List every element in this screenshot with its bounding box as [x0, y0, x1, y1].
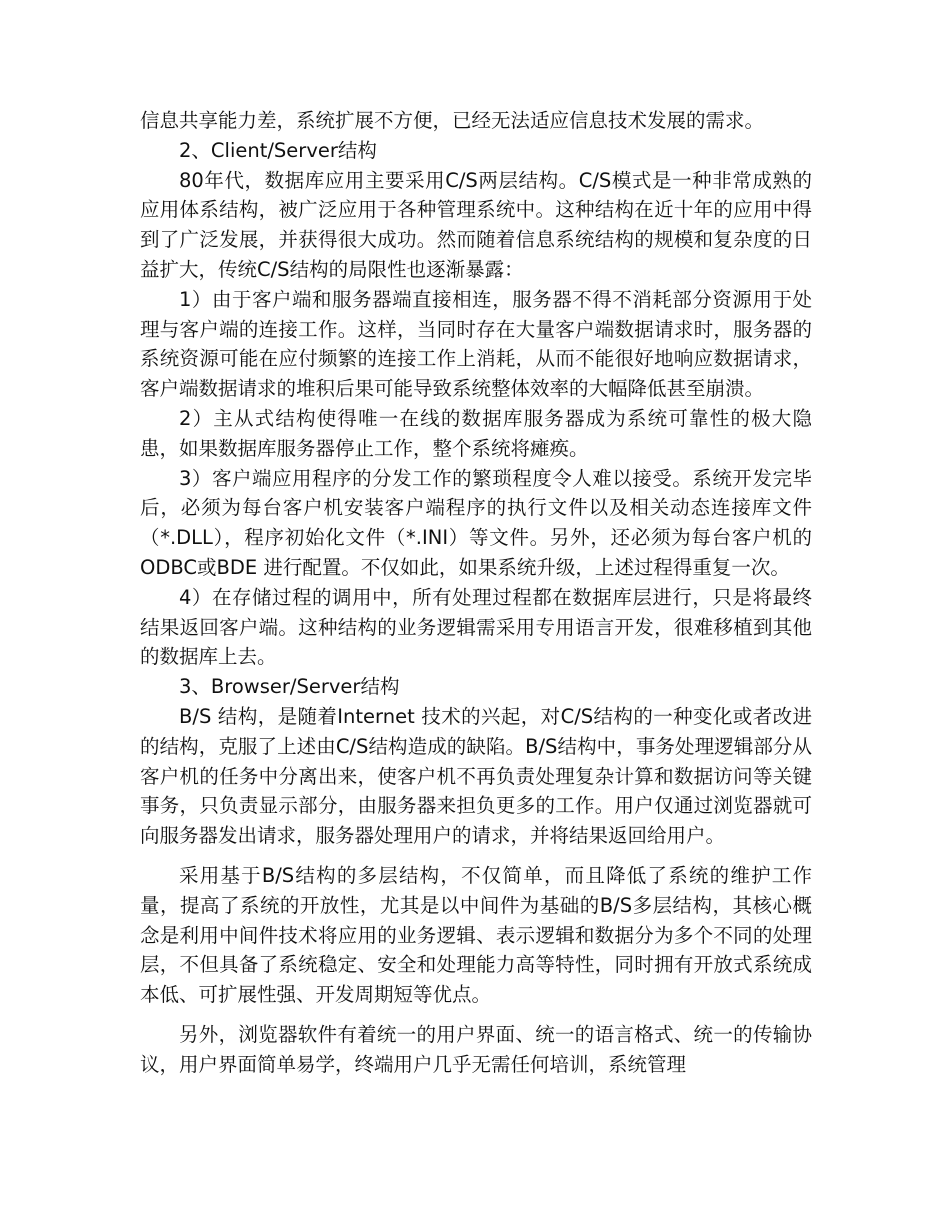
paragraph-continuation: 信息共享能力差，系统扩展不方便，已经无法适应信息技术发展的需求。: [140, 109, 765, 132]
list-item-1: 1）由于客户端和服务器端直接相连，服务器不得不消耗部分资源用于处理与客户端的连接工作。这样，当同时存在大量客户端数据请求时，服务器的系统资源可能在应付频繁的连接工作上消耗，从而不能很好地响应数据请求，客户端数据请求的堆积后果可能导致系统整体效率的大幅降低甚至崩溃。: [140, 287, 812, 401]
paragraph-bs-intro: B/S 结构，是随着Internet 技术的兴起，对C/S结构的一种变化或者改进的结构，克服了上述由C/S结构造成的缺陷。B/S结构中，事务处理逻辑部分从客户机的任务中分离出来，使客户机不再负责处理复杂计算和数据访问等关键事务，只负责显示部分，由服务器来担负更多的工作。用户仅通过浏览器就可向服务器发出请求，服务器处理用户的请求，并将结果返回给用户。: [140, 704, 812, 848]
paragraph-bs-multilayer: 采用基于B/S结构的多层结构，不仅简单，而且降低了系统的维护工作量，提高了系统的开放性，尤其是以中间件为基础的B/S多层结构，其核心概念是利用中间件技术将应用的业务逻辑、表示逻辑和数据分为多个不同的处理层，不但具备了系统稳定、安全和处理能力高等特性，同时拥有开放式系统成本低、可扩展性强、开发周期短等优点。: [140, 863, 812, 1007]
paragraph-browser-advantages: 另外，浏览器软件有着统一的用户界面、统一的语言格式、统一的传输协议，用户界面简单易学，终端用户几乎无需任何培训，系统管理: [140, 1022, 812, 1076]
list-item-3: 3）客户端应用程序的分发工作的繁琐程度令人难以接受。系统开发完毕后，必须为每台客户机安装客户端程序的执行文件以及相关动态连接库文件（*.DLL），程序初始化文件（*.INI）等文件。另外，还必须为每台客户机的ODBC或BDE 进行配置。不仅如此，如果系统升级，上述过程得重复一次。: [140, 466, 812, 579]
document-body: [140, 106, 812, 1080]
list-item-4: 4）在存储过程的调用中，所有处理过程都在数据库层进行，只是将最终结果返回客户端。这种结构的业务逻辑需采用专用语言开发，很难移植到其他的数据库上去。: [140, 585, 812, 669]
section-heading-client-server: 2、Client/Server结构: [179, 138, 377, 162]
section-heading-browser-server: 3、Browser/Server结构: [179, 675, 400, 699]
paragraph-cs-intro: 80年代，数据库应用主要采用C/S两层结构。C/S模式是一种非常成熟的应用体系结构，被广泛应用于各种管理系统中。这种结构在近十年的应用中得到了广泛发展，并获得很大成功。然而随着信息系统结构的规模和复杂度的日益扩大，传统C/S结构的局限性也逐渐暴露：: [140, 168, 812, 281]
list-item-2: 2）主从式结构使得唯一在线的数据库服务器成为系统可靠性的极大隐患，如果数据库服务器停止工作，整个系统将瘫痪。: [140, 406, 812, 460]
